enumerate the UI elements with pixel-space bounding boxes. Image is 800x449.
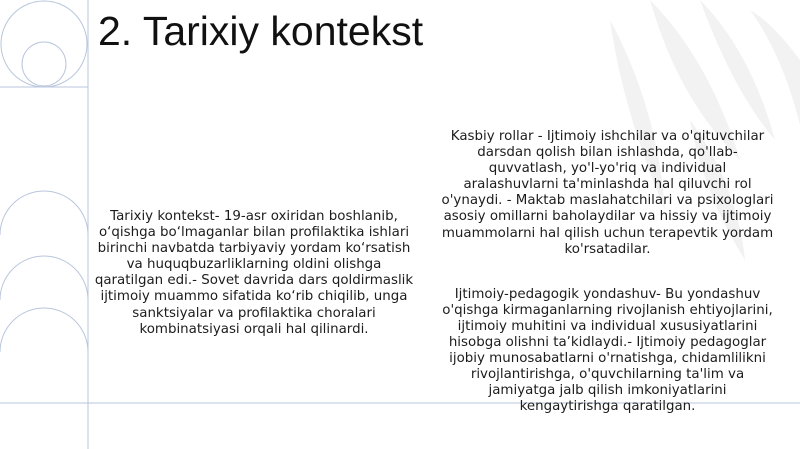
historical-context-paragraph: Tarixiy kontekst- 19-asr oxiridan boshlanib, o‘qishga bo‘lmaganlar bilan profilaktika ishlari birinchi navbatda tarbiyaviy yordam ko‘rsatish va huquqbuzarliklarning oldini olishga qaratilgan edi.- Sovet davrida dars qoldirmaslik ijtimoiy muammo sifatida ko‘rib chiqilib, unga sanktsiyalar va profilaktika choralari kombinatsiyasi orqali hal qilinardi. (94, 209, 414, 337)
right-text-column (440, 129, 775, 416)
bottom-arc (0, 308, 88, 352)
top-small-circle (22, 42, 66, 86)
lower-arc (0, 256, 88, 300)
slide-title: 2. Tarixiy kontekst (98, 8, 424, 54)
top-large-circle (1, 1, 87, 87)
professional-roles-paragraph: Kasbiy rollar - Ijtimoiy ishchilar va o'qituvchilar darsdan qolish bilan ishlashda, qo'llab-quvvatlash, yo'l-yo'riq va individual aralashuvlarni ta'minlashda hal qiluvchi rol o'ynaydi. - Maktab maslahatchilari va psixologlari asosiy omillarni baholaydilar va hissiy va ijtimoiy muammolarni hal qilish uchun terapevtik yordam ko'rsatadilar. (441, 129, 774, 257)
middle-arc (0, 191, 88, 235)
social-pedagogical-approach-paragraph: Ijtimoiy-pedagogik yondashuv- Bu yondashuv o'qishga kirmaganlarning rivojlanish ehtiyojlarini, ijtimoiy muhitini va individual xususiyatlarini hisobga olishni ta’kidlaydi.- Ijtimoiy pedagoglar ijobiy munosabatlarni o'rnatishga, chidamlilikni rivojlantirishga, o'quvchilarning ta'lim va jamiyatga jalb qilish imkoniyatlarini kengaytirishga qaratilgan. (442, 286, 773, 415)
